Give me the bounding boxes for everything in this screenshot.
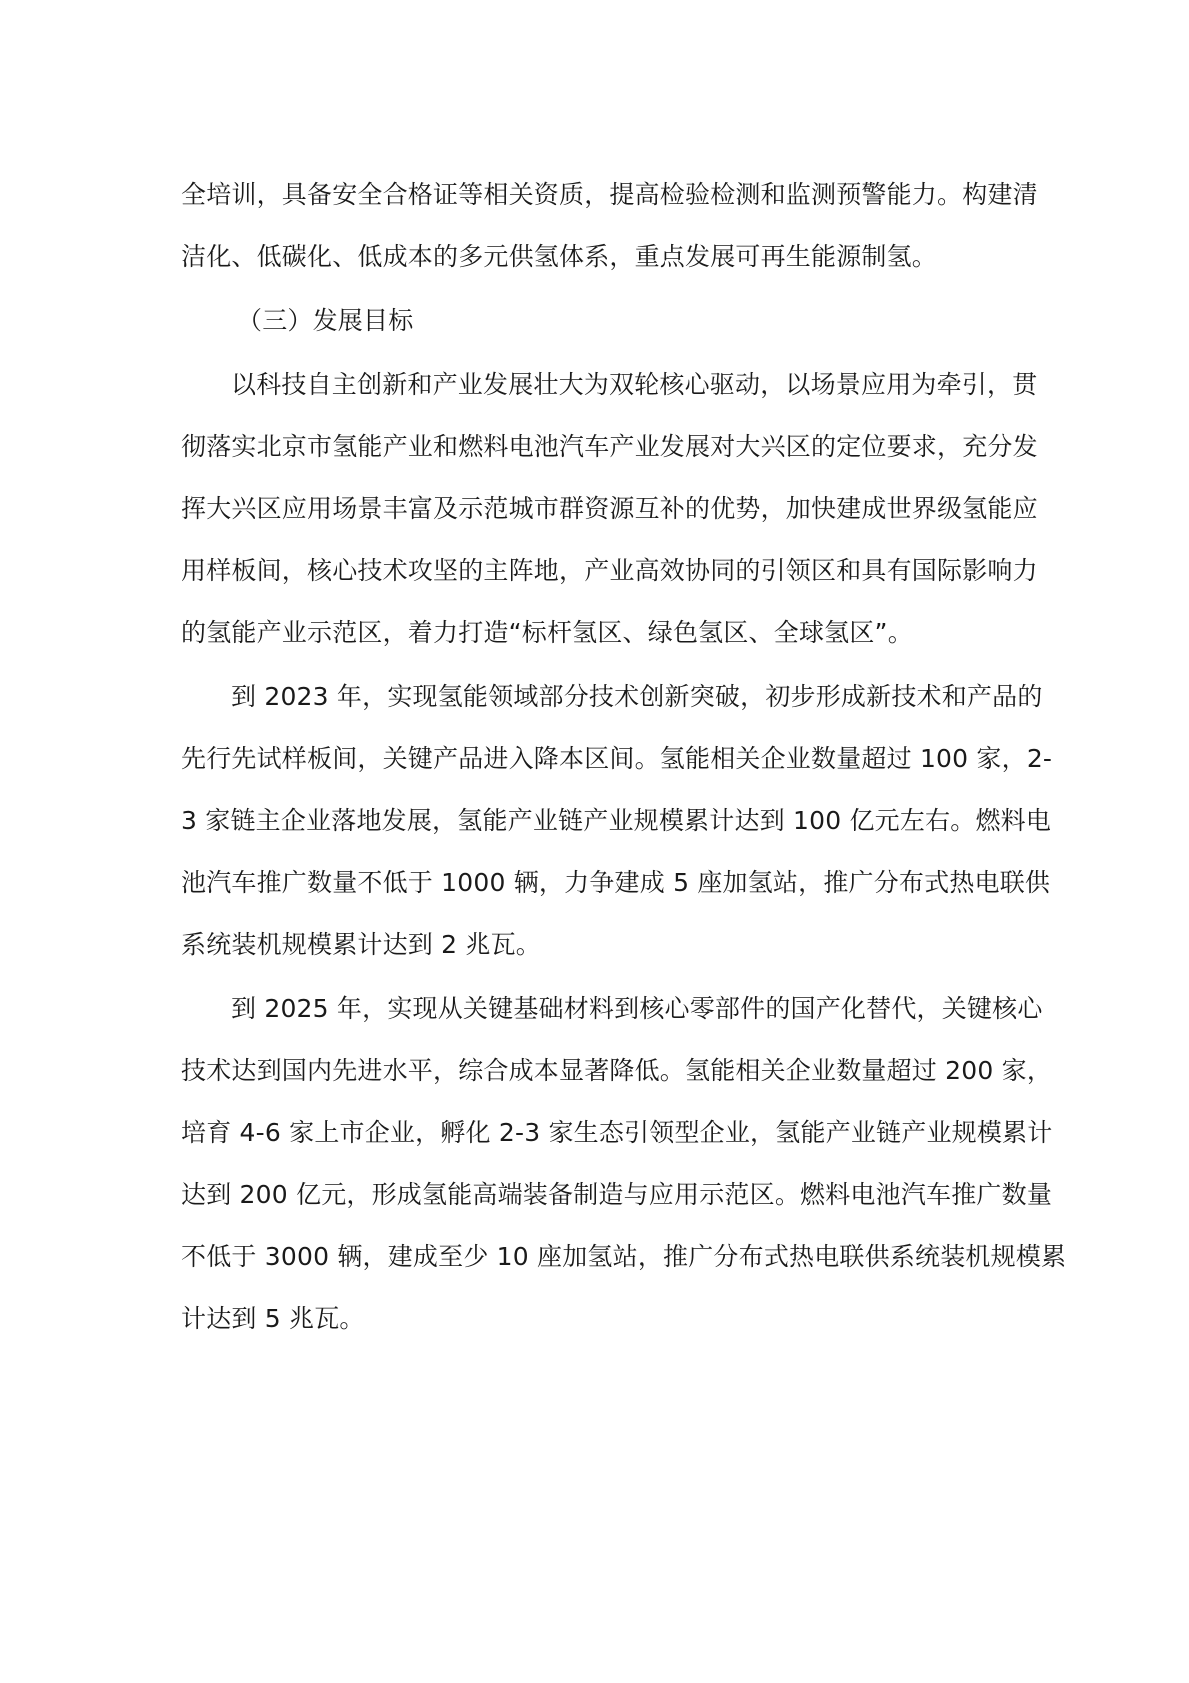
- text-line: 到 2023 年，实现氢能领域部分技术创新突破，初步形成新技术和产品的: [231, 682, 1043, 711]
- text-line: 的氢能产业示范区，着力打造“标杆氢区、绿色氢区、全球氢区”。: [181, 618, 913, 647]
- text-line: 不低于 3000 辆，建成至少 10 座加氢站，推广分布式热电联供系统装机规模累: [181, 1242, 1067, 1271]
- text-line: 池汽车推广数量不低于 1000 辆，力争建成 5 座加氢站，推广分布式热电联供: [181, 868, 1051, 897]
- document-page: [181, 164, 1067, 1350]
- text-line: 达到 200 亿元，形成氢能高端装备制造与应用示范区。燃料电池汽车推广数量: [181, 1180, 1053, 1209]
- paragraph-2025-targets: [181, 978, 1067, 1350]
- text-line: 用样板间，核心技术攻坚的主阵地，产业高效协同的引领区和具有国际影响力: [181, 556, 1038, 585]
- text-line: 到 2025 年，实现从关键基础材料到核心零部件的国产化替代，关键核心: [231, 994, 1043, 1023]
- text-line: 彻落实北京市氢能产业和燃料电池汽车产业发展对大兴区的定位要求，充分发: [181, 432, 1038, 461]
- paragraph-goal-overview: [181, 354, 1038, 664]
- text-line: 先行先试样板间，关键产品进入降本区间。氢能相关企业数量超过 100 家，2-: [181, 744, 1053, 773]
- text-line: 系统装机规模累计达到 2 兆瓦。: [181, 930, 542, 959]
- text-line: 洁化、低碳化、低成本的多元供氢体系，重点发展可再生能源制氢。: [181, 242, 938, 271]
- section-heading-development-goals: [181, 290, 1011, 352]
- section-heading-text: （三）发展目标: [237, 306, 414, 335]
- text-line: 培育 4-6 家上市企业，孵化 2-3 家生态引领型企业，氢能产业链产业规模累计: [181, 1118, 1053, 1147]
- text-line: 3 家链主企业落地发展，氢能产业链产业规模累计达到 100 亿元左右。燃料电: [181, 806, 1052, 835]
- text-line: 以科技自主创新和产业发展壮大为双轮核心驱动，以场景应用为牵引，贯: [231, 370, 1038, 399]
- text-line: 技术达到国内先进水平，综合成本显著降低。氢能相关企业数量超过 200 家，: [181, 1056, 1053, 1085]
- paragraph-2023-targets: [181, 666, 1053, 976]
- text-line: 计达到 5 兆瓦。: [181, 1304, 365, 1333]
- text-line: 挥大兴区应用场景丰富及示范城市群资源互补的优势，加快建成世界级氢能应: [181, 494, 1038, 523]
- text-line: 全培训，具备安全合格证等相关资质，提高检验检测和监测预警能力。构建清: [181, 180, 1038, 209]
- paragraph-supply-system: [181, 164, 1038, 288]
